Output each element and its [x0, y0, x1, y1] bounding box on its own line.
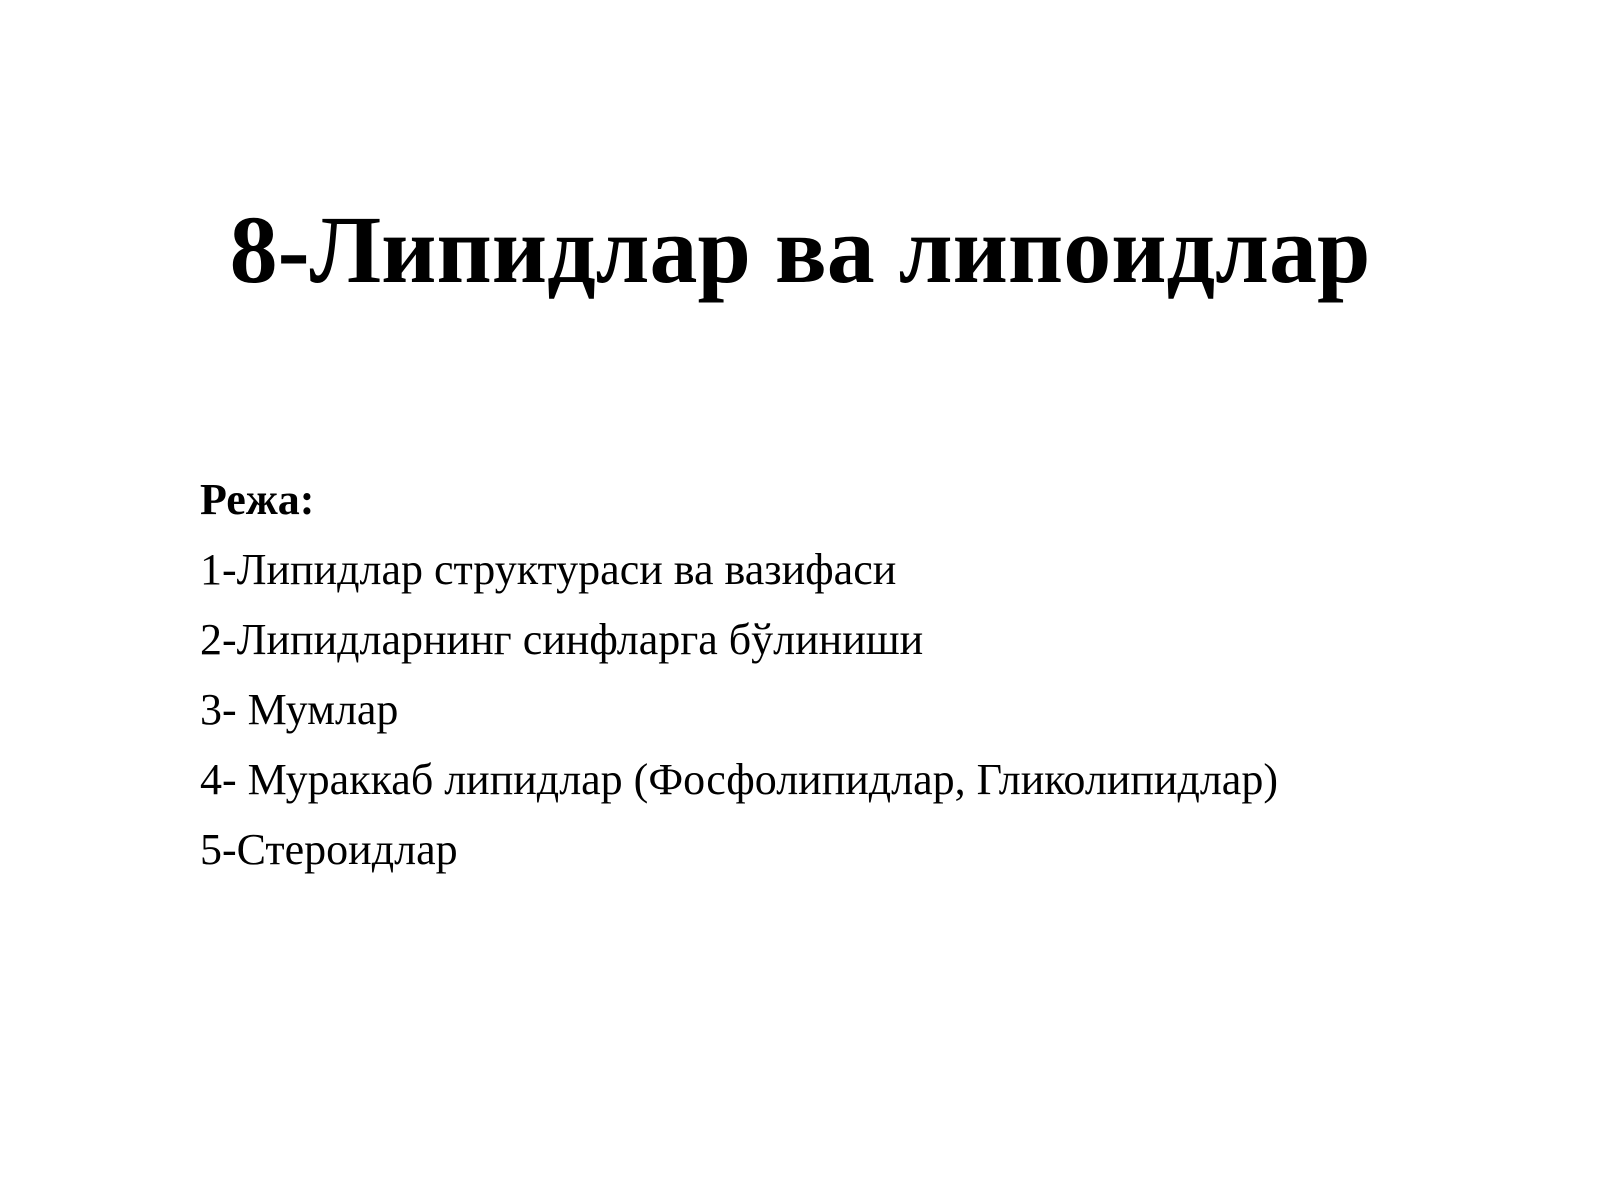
plan-label: Режа:	[200, 475, 315, 524]
slide-content	[200, 465, 1500, 885]
plan-item-3: 3- Мумлар	[200, 685, 399, 734]
plan-item-1: 1-Липидлар структураси ва вазифаси	[200, 545, 897, 594]
plan-item-5: 5-Стероидлар	[200, 825, 458, 874]
plan-item-4: 4- Мураккаб липидлар (Фосфолипидлар, Гликолипидлар)	[200, 755, 1278, 804]
slide-title: 8-Липидлар ва липоидлар	[229, 196, 1371, 303]
plan-list	[200, 535, 1500, 885]
plan-item-2: 2-Липидларнинг синфларга бўлиниши	[200, 615, 924, 664]
